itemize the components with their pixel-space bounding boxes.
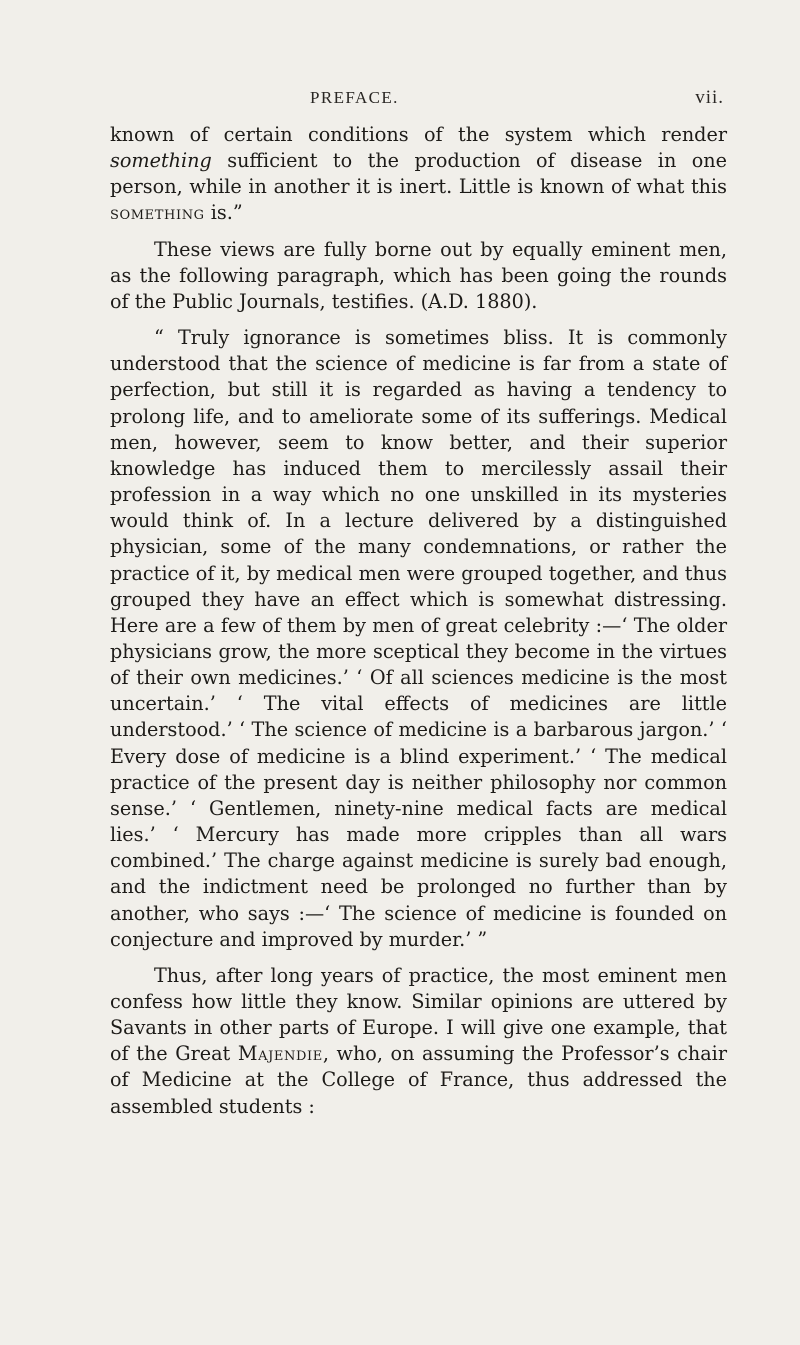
- paragraph-views: These views are fully borne out by equally eminent men, as the following paragraph, which has been going the rounds of the Public Journals, testifies. (A.D. 1880).: [110, 237, 727, 313]
- paragraph-4-tail: , who, on assuming the Professor’s chair of Medicine at the College of France, thus addressed the assembled students :: [110, 1042, 727, 1118]
- paragraph-4-smallcaps-name: Majendie: [237, 1042, 323, 1066]
- paragraph-quotation: “ Truly ignorance is sometimes bliss. It is commonly understood that the science of medicine is far from a state of perfection, but still it is regarded as having a tendency to prolong life, and to ameliorate some of its sufferings. Medical men, however, seem to know better, and their superior knowledge has induced them to mercilessly assail their profession in a way which no one unskilled in its mysteries would think of. In a lecture delivered by a distinguished physician, some of the many condemnations, or rather the practice of it, by medical men were grouped together, and thus grouped they have an effect which is somewhat distressing. Here are a few of them by men of great celebrity :—‘ The older physicians grow, the more sceptical they become in the virtues of their own medicines.’ ‘ Of all sciences medicine is the most uncertain.’ ‘ The vital effects of medicines are little understood.’ ‘ The science of medicine is a barbarous jargon.’ ‘ Every dose of medicine is a blind experiment.’ ‘ The medical practice of the present day is neither philosophy nor common sense.’ ‘ Gentlemen, ninety-nine medical facts are medical lies.’ ‘ Mercury has made more cripples than all wars combined.’ The charge against medicine is surely bad enough, and the indictment need be prolonged no further than by another, who says :—‘ The science of medicine is founded on conjecture and improved by murder.’ ”: [110, 326, 727, 951]
- paragraph-1-tail: is.”: [204, 201, 243, 225]
- paragraph-1-middle: sufficient to the production of disease in one person, while in another it is inert. Little is known of what this: [110, 149, 727, 199]
- page-number: vii.: [695, 87, 724, 108]
- paragraph-continuation: [110, 122, 727, 227]
- running-title: PREFACE.: [310, 88, 399, 107]
- paragraph-1-smallcaps-word: something: [110, 201, 205, 225]
- running-head: [112, 88, 724, 110]
- paragraph-conclusion: [110, 963, 727, 1120]
- paragraph-1-lead: known of certain conditions of the system which render: [110, 123, 727, 146]
- body-text: [110, 122, 727, 1120]
- paragraph-4-lead: Thus, after long years of practice, the most eminent men confess how little they know. Similar opinions are uttered by Savants in other parts of Europe. I will give one example, that of the Great: [110, 963, 727, 1066]
- paragraph-1-italic-word: something: [110, 149, 212, 173]
